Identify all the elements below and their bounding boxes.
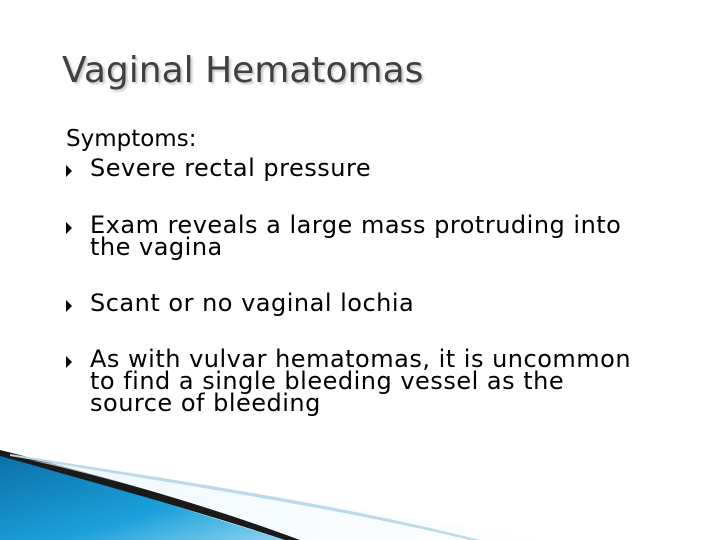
bullet-arrow-icon xyxy=(66,300,72,312)
bullet-text: Scant or no vaginal lochia xyxy=(90,289,415,317)
bullet-text: As with vulvar hematomas, it is uncommon to find a single bleeding vessel as the source of bleeding xyxy=(90,345,632,417)
bullet-text: Severe rectal pressure xyxy=(90,154,372,182)
bullet-arrow-icon xyxy=(66,165,72,177)
heading-text: Symptoms xyxy=(66,126,189,152)
heading-colon: : xyxy=(188,126,197,152)
slide-title: Vaginal Hematomas xyxy=(62,50,424,91)
bullet-arrow-icon xyxy=(66,222,72,234)
bullet-arrow-icon xyxy=(66,356,72,368)
decorative-corner-swoosh xyxy=(0,440,720,540)
bullet-text: Exam reveals a large mass protruding into the vagina xyxy=(90,211,622,261)
symptoms-heading xyxy=(66,126,196,152)
